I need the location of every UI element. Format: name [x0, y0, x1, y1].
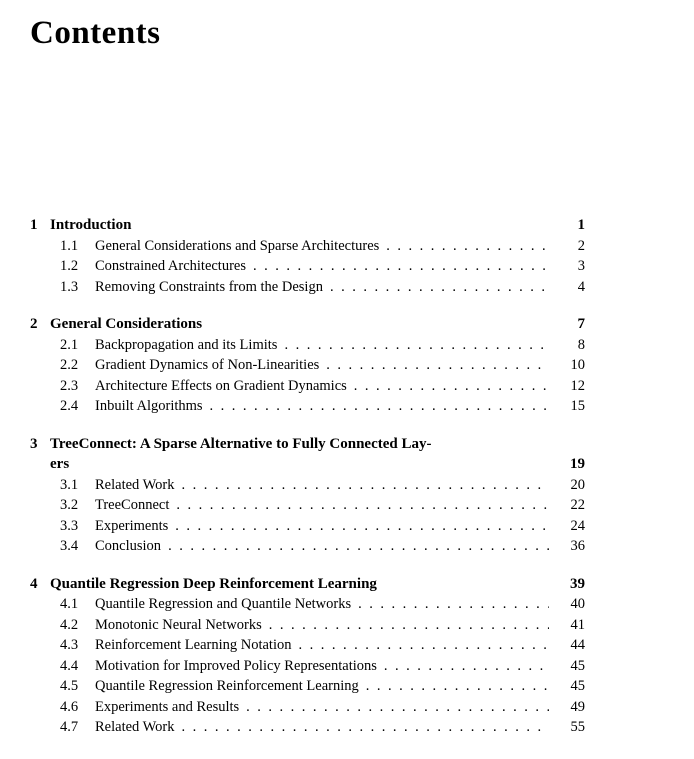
section-title: Conclusion	[95, 538, 162, 554]
section-title: Removing Constraints from the Design	[95, 278, 323, 295]
section-title: Constrained Architectures	[95, 258, 246, 274]
page-number: 39	[570, 575, 585, 592]
page-number: 3	[577, 258, 585, 274]
chapter-title-line-2: ers	[50, 456, 70, 472]
section-number: 3.2	[60, 497, 79, 513]
chapter-number: 2	[30, 316, 38, 332]
section-number: 3.3	[60, 517, 79, 534]
page-number: 55	[570, 719, 585, 735]
section-number: 1.2	[60, 258, 79, 274]
section-number: 2.1	[60, 336, 79, 353]
page-number: 44	[570, 637, 585, 653]
section-number: 4.2	[60, 616, 79, 633]
toc-entry-section-1-2[interactable]	[30, 256, 585, 277]
dot-leader	[284, 335, 549, 356]
page-number: 20	[570, 476, 585, 493]
dot-leader	[299, 635, 550, 656]
dot-leader	[175, 516, 549, 537]
toc-chapter-3	[30, 434, 585, 557]
page-number: 2	[577, 237, 585, 254]
dot-leader	[366, 676, 549, 697]
section-title: Gradient Dynamics of Non-Linearities	[95, 357, 320, 373]
section-title: Reinforcement Learning Notation	[95, 637, 292, 653]
dot-leader	[168, 536, 549, 557]
toc-entry-section-2-3[interactable]	[30, 376, 585, 397]
section-number: 4.7	[60, 719, 79, 735]
table-of-contents	[30, 215, 585, 738]
chapter-title: Quantile Regression Deep Reinforcement Learning	[50, 575, 377, 592]
page-number: 40	[570, 596, 585, 612]
section-title: Inbuilt Algorithms	[95, 398, 203, 414]
page-number: 41	[570, 616, 585, 633]
section-number: 2.3	[60, 377, 79, 394]
section-title: Experiments	[95, 517, 169, 534]
page-number: 36	[570, 538, 585, 554]
toc-entry-section-4-2[interactable]	[30, 615, 585, 636]
toc-entry-section-3-3[interactable]	[30, 516, 585, 537]
section-number: 4.3	[60, 637, 79, 653]
dot-leader	[253, 256, 549, 277]
chapter-number: 4	[30, 575, 38, 592]
toc-entry-section-4-6[interactable]	[30, 697, 585, 718]
toc-entry-section-3-1[interactable]	[30, 475, 585, 496]
chapter-number: 1	[30, 217, 38, 233]
dot-leader	[210, 396, 549, 417]
toc-chapter-1	[30, 215, 585, 297]
page-number: 4	[577, 278, 585, 295]
section-number: 4.5	[60, 678, 79, 694]
dot-leader	[358, 594, 549, 615]
section-title: Quantile Regression Reinforcement Learning	[95, 678, 359, 694]
toc-entry-section-3-4[interactable]	[30, 536, 585, 557]
page-number: 8	[577, 336, 585, 353]
dot-leader	[386, 236, 549, 257]
contents-block	[30, 14, 585, 738]
section-number: 4.6	[60, 698, 79, 715]
toc-chapter-4	[30, 574, 585, 738]
dot-leader	[354, 376, 549, 397]
page-number: 7	[577, 316, 585, 332]
section-number: 2.4	[60, 398, 79, 414]
page-number: 12	[570, 377, 585, 394]
page-number: 45	[570, 657, 585, 674]
toc-entry-section-3-2[interactable]	[30, 495, 585, 516]
toc-entry-section-4-4[interactable]	[30, 656, 585, 677]
toc-entry-section-1-1[interactable]	[30, 236, 585, 257]
section-number: 4.4	[60, 657, 79, 674]
chapter-number: 3	[30, 435, 38, 452]
toc-entry-section-4-1[interactable]	[30, 594, 585, 615]
toc-chapter-2	[30, 314, 585, 417]
page-number: 24	[570, 517, 585, 534]
section-number: 3.1	[60, 476, 79, 493]
section-title: Motivation for Improved Policy Representations	[95, 657, 377, 674]
dot-leader	[269, 615, 549, 636]
section-title: TreeConnect	[95, 497, 170, 513]
page-number: 15	[570, 398, 585, 414]
toc-entry-chapter-3-continuation[interactable]	[30, 454, 585, 475]
toc-entry-section-4-5[interactable]	[30, 676, 585, 697]
section-title: Architecture Effects on Gradient Dynamics	[95, 377, 347, 394]
section-title: General Considerations and Sparse Architectures	[95, 237, 380, 254]
page-number: 45	[570, 678, 585, 694]
section-number: 4.1	[60, 596, 79, 612]
toc-entry-section-2-4[interactable]	[30, 396, 585, 417]
page-number: 19	[570, 456, 585, 472]
section-number: 1.3	[60, 278, 79, 295]
page-number: 10	[570, 357, 585, 373]
section-title: Related Work	[95, 719, 175, 735]
toc-entry-section-1-3[interactable]	[30, 277, 585, 298]
dot-leader	[182, 475, 549, 496]
section-title: Experiments and Results	[95, 698, 240, 715]
section-title: Related Work	[95, 476, 175, 493]
toc-entry-chapter-4[interactable]	[30, 574, 585, 595]
dot-leader	[326, 355, 549, 376]
dot-leader	[384, 656, 549, 677]
page-number: 49	[570, 698, 585, 715]
chapter-title: Introduction	[50, 217, 132, 233]
dot-leader	[176, 495, 549, 516]
chapter-title: General Considerations	[50, 316, 203, 332]
toc-entry-chapter-3[interactable]	[30, 434, 585, 455]
page-number: 1	[577, 217, 585, 233]
section-number: 1.1	[60, 237, 79, 254]
page-title: Contents	[30, 15, 161, 51]
toc-entry-section-4-3[interactable]	[30, 635, 585, 656]
toc-entry-section-4-7[interactable]	[30, 717, 585, 738]
section-title: Monotonic Neural Networks	[95, 616, 262, 633]
page-number: 22	[570, 497, 585, 513]
dot-leader	[330, 277, 549, 298]
section-number: 2.2	[60, 357, 79, 373]
section-title: Quantile Regression and Quantile Networks	[95, 596, 352, 612]
toc-entry-section-2-1[interactable]	[30, 335, 585, 356]
toc-entry-section-2-2[interactable]	[30, 355, 585, 376]
section-title: Backpropagation and its Limits	[95, 336, 278, 353]
chapter-title-line-1: TreeConnect: A Sparse Alternative to Fully Connected Lay-	[50, 435, 432, 452]
toc-entry-chapter-2[interactable]	[30, 314, 585, 335]
section-number: 3.4	[60, 538, 79, 554]
dot-leader	[182, 717, 549, 738]
toc-entry-chapter-1[interactable]	[30, 215, 585, 236]
dot-leader	[246, 697, 549, 718]
